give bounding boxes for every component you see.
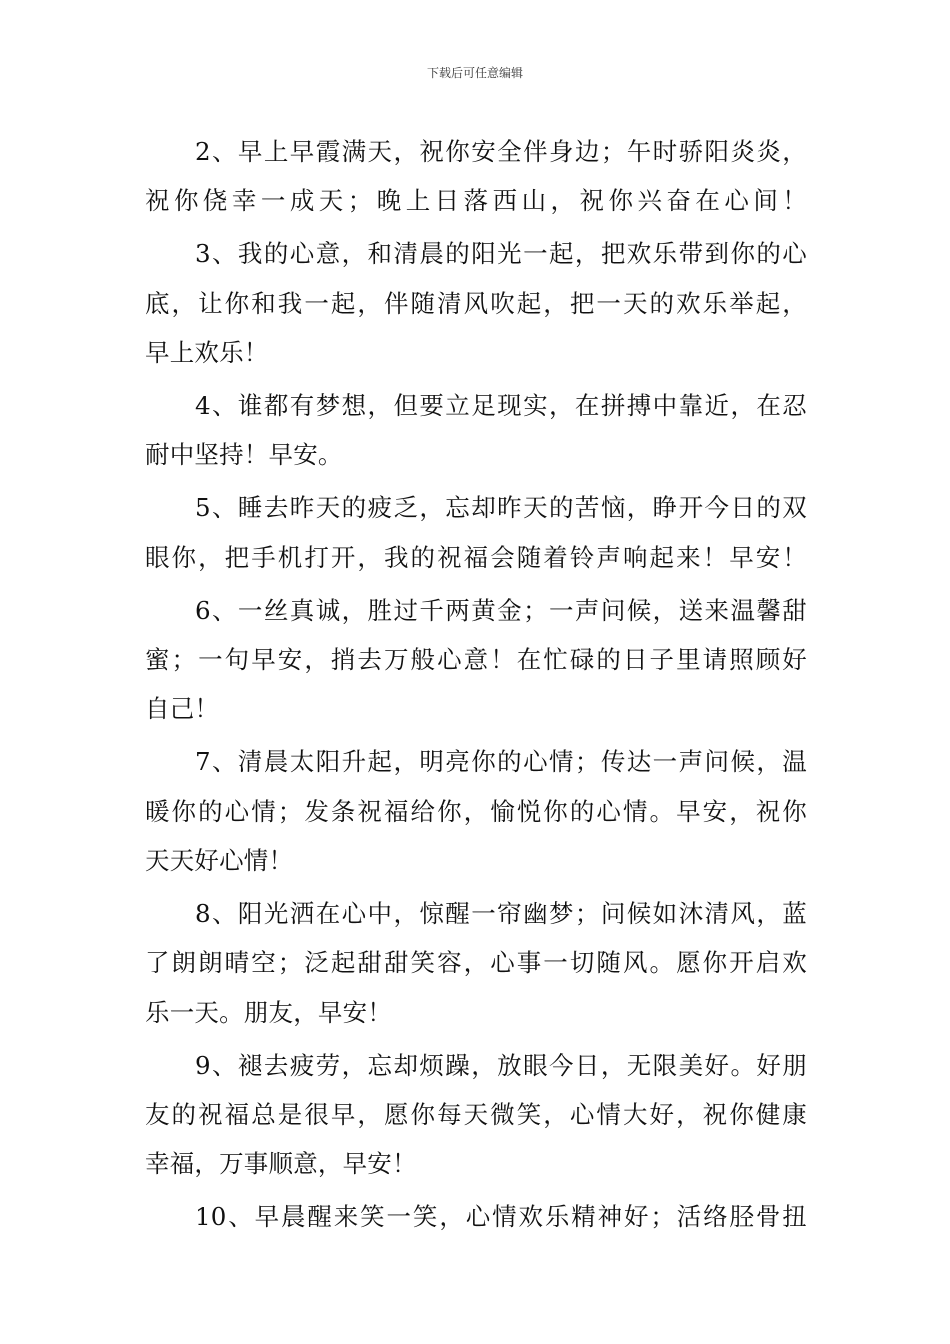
text-line: 蜜；一句早安，捎去万般心意！在忙碌的日子里请照顾好 [145,644,807,674]
text-line: 眼你，把手机打开，我的祝福会随着铃声响起来！早安！ [145,542,807,572]
text-line: 祝你侥幸一成天；晚上日落西山，祝你兴奋在心间！ [145,186,807,216]
text-line: 7、清晨太阳升起，明亮你的心情；传达一声问候，温 [195,747,807,777]
text-line: 暖你的心情；发条祝福给你，愉悦你的心情。早安，祝你 [145,796,807,826]
text-line: 5、睡去昨天的疲乏，忘却昨天的苦恼，睁开今日的双 [195,493,807,523]
text-line: 10、早晨醒来笑一笑，心情欢乐精神好；活络胫骨扭 [195,1202,807,1232]
text-line: 8、阳光洒在心中，惊醒一帘幽梦；问候如沐清风，蓝 [195,898,807,928]
text-line: 幸福，万事顺意，早安！ [145,1149,417,1179]
text-line: 友的祝福总是很早，愿你每天微笑，心情大好，祝你健康 [145,1099,807,1129]
text-line: 4、谁都有梦想，但要立足现实，在拼搏中靠近，在忍 [195,390,807,420]
text-line: 了朗朗晴空；泛起甜甜笑容，心事一切随风。愿你开启欢 [145,948,807,978]
text-line: 耐中坚持！早安。 [145,440,343,470]
document-body [145,127,807,1242]
text-line: 9、褪去疲劳，忘却烦躁，放眼今日，无限美好。好朋 [195,1050,807,1080]
text-line: 乐一天。朋友，早安！ [145,997,392,1027]
text-line: 2、早上早霞满天，祝你安全伴身边；午时骄阳炎炎， [195,137,807,166]
text-line: 3、我的心意，和清晨的阳光一起，把欢乐带到你的心 [195,239,807,269]
text-line: 自己！ [145,694,220,724]
text-line: 6、一丝真诚，胜过千两黄金；一声问候，送来温馨甜 [195,595,807,625]
page-header: 下载后可任意编辑 [426,66,523,80]
text-line: 底，让你和我一起，伴随清风吹起，把一天的欢乐举起， [145,288,807,318]
text-line: 天天好心情！ [145,845,294,875]
text-line: 早上欢乐！ [145,338,269,368]
